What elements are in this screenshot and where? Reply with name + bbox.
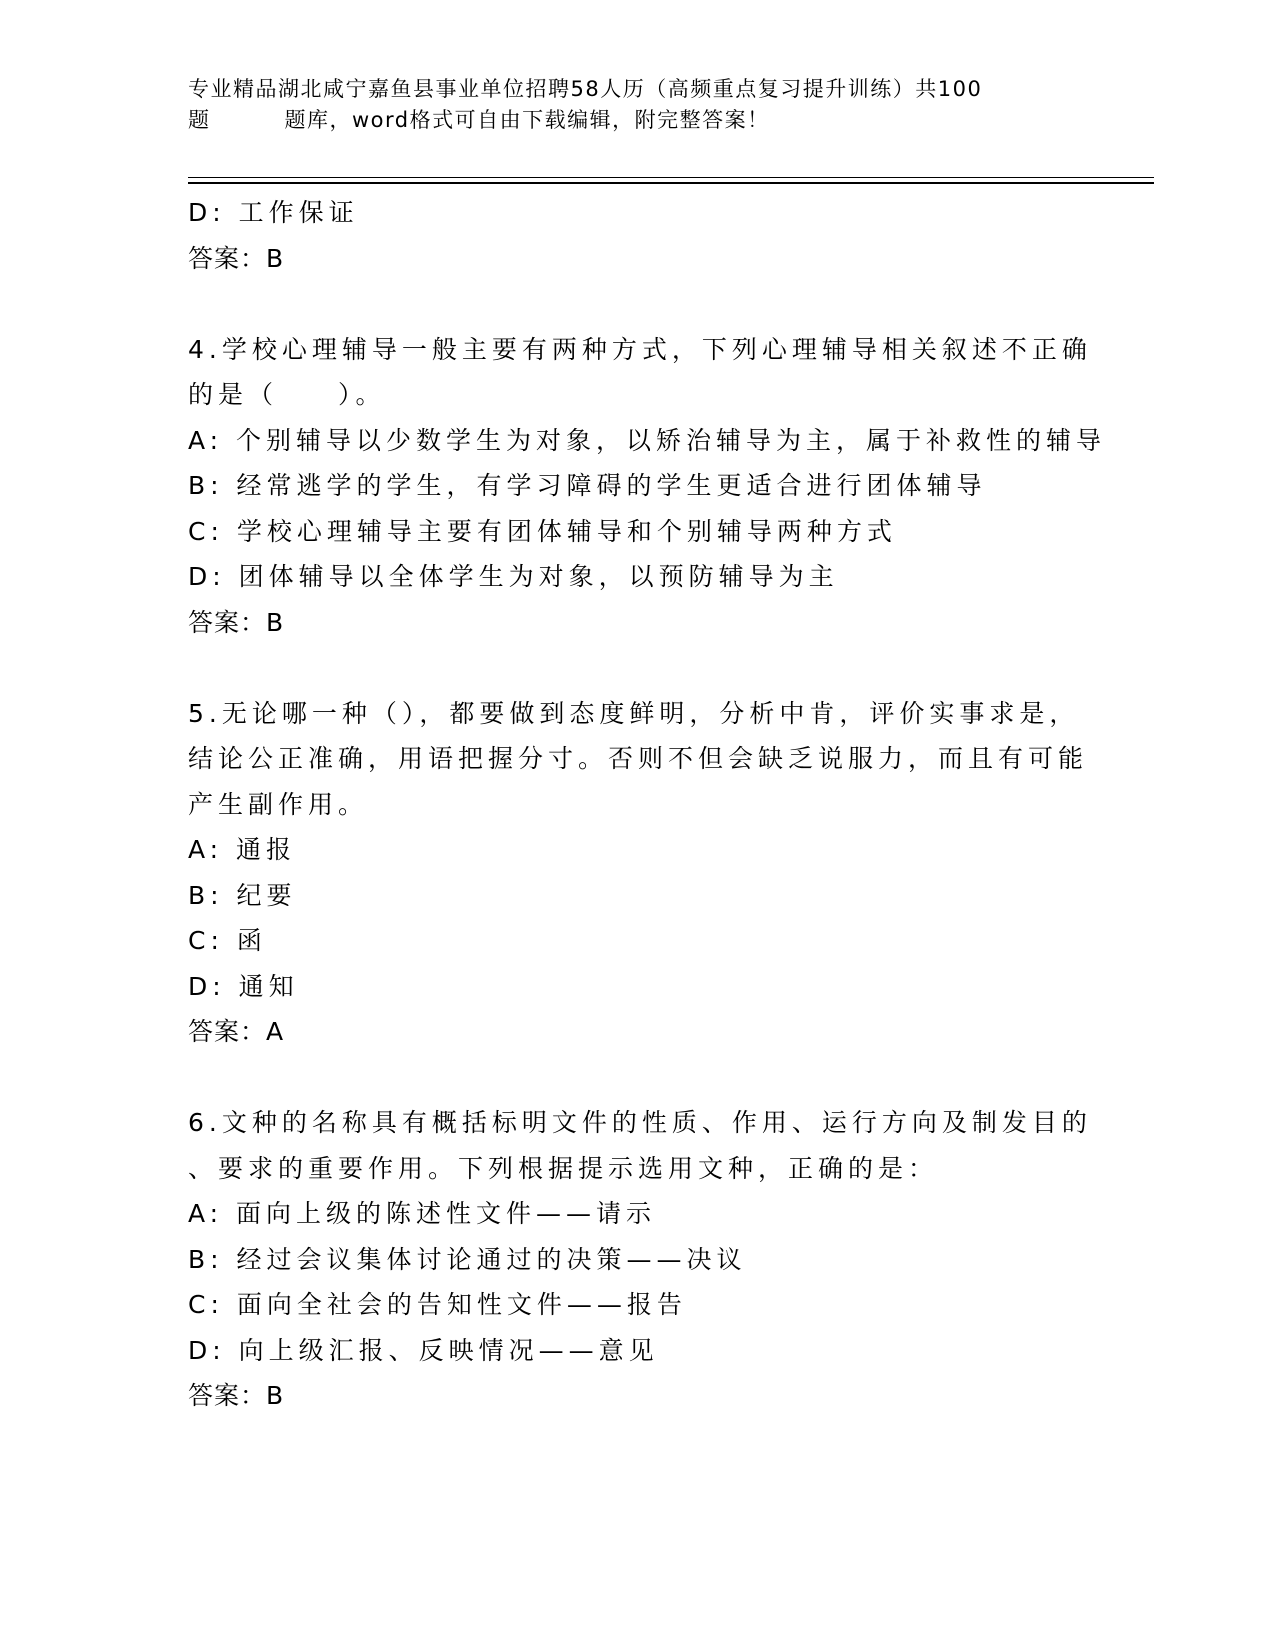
question-6 <box>188 1100 1108 1419</box>
question-3-option-d: D: 工作保证 <box>188 198 359 227</box>
question-5-stem-line-2: 结论公正准确，用语把握分寸。否则不但会缺乏说服力，而且有可能 <box>188 744 1089 773</box>
question-5-answer: 答案：A <box>188 1017 285 1046</box>
question-5-option-d: D: 通知 <box>188 971 299 1001</box>
question-5-option-c: C: 函 <box>188 926 267 955</box>
question-4-stem-line-2: 的是（ ）。 <box>188 380 386 409</box>
question-3-answer: 答案：B <box>188 243 285 273</box>
question-4-stem-line-1: 4.学校心理辅导一般主要有两种方式，下列心理辅导相关叙述不正确 <box>188 334 1092 364</box>
header-title-line-2 <box>188 105 1068 136</box>
question-list <box>188 190 1108 1419</box>
question-6-option-b: B: 经过会议集体讨论通过的决策——决议 <box>188 1244 747 1274</box>
question-4-option-c: C: 学校心理辅导主要有团体辅导和个别辅导两种方式 <box>188 516 897 546</box>
question-5-option-b: B: 纪要 <box>188 880 297 910</box>
question-5 <box>188 691 1108 1055</box>
question-6-stem-line-2: 、要求的重要作用。下列根据提示选用文种，正确的是： <box>188 1153 939 1183</box>
page-header <box>188 74 1068 136</box>
question-4-option-b: B: 经常逃学的学生，有学习障碍的学生更适合进行团体辅导 <box>188 471 987 500</box>
question-6-answer: 答案：B <box>188 1381 285 1410</box>
question-5-stem-line-3: 产生副作用。 <box>188 789 369 819</box>
question-6-option-a: A: 面向上级的陈述性文件——请示 <box>188 1199 657 1228</box>
header-title-line-1: 专业精品湖北咸宁嘉鱼县事业单位招聘58人历（高频重点复习提升训练）共100 <box>188 77 983 101</box>
question-4-option-a: A: 个别辅导以少数学生为对象，以矫治辅导为主，属于补救性的辅导 <box>188 425 1107 455</box>
question-5-option-a: A: 通报 <box>188 835 297 864</box>
question-6-option-d: D: 向上级汇报、反映情况——意见 <box>188 1335 659 1365</box>
header-title-line-2-start: 题 <box>188 108 211 132</box>
question-5-stem-line-1: 5.无论哪一种（），都要做到态度鲜明，分析中肯，评价实事求是， <box>188 698 1080 728</box>
header-divider-thin <box>188 177 1154 178</box>
question-4 <box>188 327 1108 646</box>
question-4-option-d: D: 团体辅导以全体学生为对象，以预防辅导为主 <box>188 562 839 591</box>
header-title-line-2-end: 题库，word格式可自由下载编辑，附完整答案！ <box>284 108 770 132</box>
question-6-option-c: C: 面向全社会的告知性文件——报告 <box>188 1290 687 1319</box>
question-4-answer: 答案：B <box>188 607 285 637</box>
question-6-stem-line-1: 6.文种的名称具有概括标明文件的性质、作用、运行方向及制发目的 <box>188 1108 1092 1137</box>
header-divider-thick <box>188 182 1154 184</box>
